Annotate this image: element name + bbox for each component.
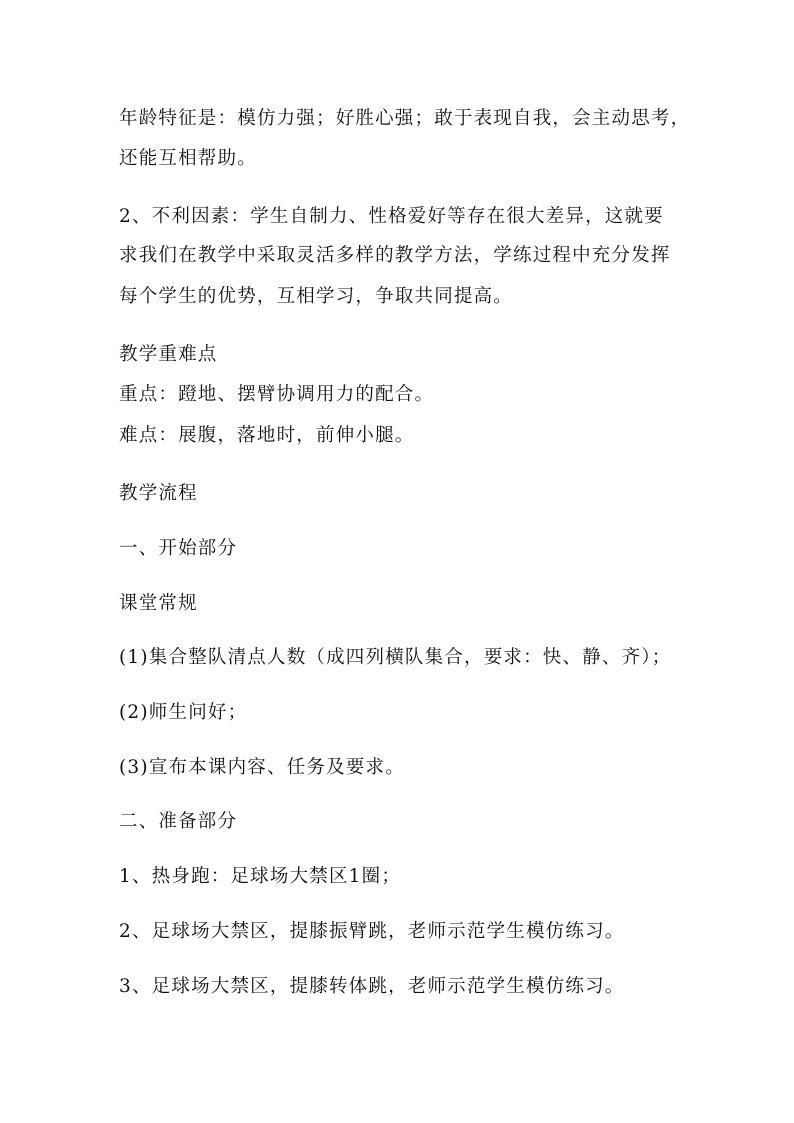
- section-heading-process: 教学流程: [119, 483, 198, 504]
- list-item-3: (3)宣布本课内容、任务及要求。: [119, 757, 405, 778]
- prepare-item-3: 3、足球场大禁区，提膝转体跳，老师示范学生模仿练习。: [119, 976, 625, 997]
- prepare-item-2: 2、足球场大禁区，提膝振臂跳，老师示范学生模仿练习。: [119, 921, 625, 942]
- text-line-1: 年龄特征是：模仿力强；好胜心强；敢于表现自我，会主动思考，: [119, 108, 691, 129]
- text-line-2: 还能互相帮助。: [119, 148, 257, 169]
- subheading-class-routine: 课堂常规: [119, 593, 198, 614]
- section-heading-prepare: 二、准备部分: [119, 811, 238, 832]
- prepare-item-1: 1、热身跑：足球场大禁区1圈；: [119, 866, 402, 887]
- text-line-difficult-point: 难点：展腹，落地时，前伸小腿。: [119, 425, 415, 446]
- list-item-2: (2)师生问好；: [119, 702, 248, 723]
- text-line-key-point: 重点：蹬地、摆臂协调用力的配合。: [119, 384, 435, 405]
- text-line-3: 2、不利因素：学生自制力、性格爱好等存在很大差异，这就要: [119, 206, 664, 227]
- section-heading-start: 一、开始部分: [119, 538, 238, 559]
- list-item-1: (1)集合整队清点人数（成四列横队集合，要求：快、静、齐）；: [119, 647, 672, 668]
- section-heading-key-points: 教学重难点: [119, 344, 218, 365]
- text-line-4: 求我们在教学中采取灵活多样的教学方法，学练过程中充分发挥: [119, 245, 671, 266]
- text-line-5: 每个学生的优势，互相学习，争取共同提高。: [119, 286, 514, 307]
